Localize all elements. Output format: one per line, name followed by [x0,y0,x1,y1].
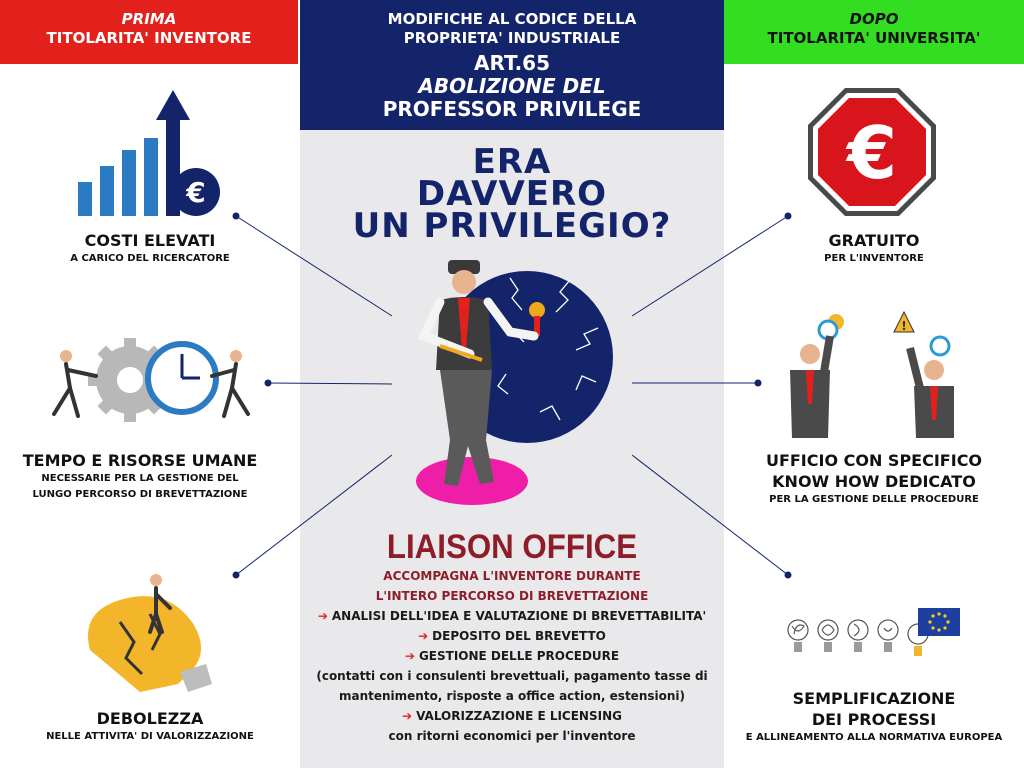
liaison-office [300,528,724,746]
connector-dot [755,380,761,386]
office-block [744,450,1004,508]
simplification-title-1: SEMPLIFICAZIONE [792,689,956,708]
connector-dot [233,572,239,578]
person-right [910,348,954,438]
eu-flag [918,608,960,636]
time-resources-subtitle-2: LUNGO PERCORSO DI BREVETTAZIONE [32,489,248,500]
costs-title: COSTI ELEVATI [84,231,216,250]
plunger-knob [529,302,545,318]
simplification-subtitle: E ALLINEAMENTO ALLA NORMATIVA EUROPEA [745,732,1003,743]
connector-dot [785,572,791,578]
arrow-right-icon: ➔ [402,709,413,723]
broken-bulb-icon [80,572,220,704]
headline-line3: UN PRIVILEGIO? [352,206,672,246]
arrow-right-icon: ➔ [418,629,429,643]
headline-line2: DAVVERO [416,174,608,214]
liaison-subtitle-2: L'INTERO PERCORSO DI BREVETTAZIONE [375,589,649,603]
liaison-item-licensing-detail: con ritorni economici per l'inventore [388,729,636,743]
arrow-right-icon: ➔ [404,649,415,663]
header-after-subtitle: TITOLARITA' UNIVERSITA' [767,29,981,47]
chart-euro-icon [74,86,224,218]
time-resources-title: TEMPO E RISORSE UMANE [22,451,258,470]
free-title: GRATUITO [828,231,920,250]
liaison-item-analysis: ➔ ANALISI DELL'IDEA E VALUTAZIONE DI BREVETTABILITA' [317,609,707,623]
header-before-subtitle: TITOLARITA' INVENTORE [46,29,252,47]
connector-dot [785,213,791,219]
liaison-item-procedures-detail-1: (contatti con i consulenti brevettuali, pagamento tasse di [316,669,708,683]
weakness-subtitle: NELLE ATTIVITA' DI VALORIZZAZIONE [46,731,254,742]
liaison-item-licensing: ➔ VALORIZZAZIONE E LICENSING [402,709,622,723]
free-block [744,230,1004,267]
headline-line1: ERA [472,142,552,182]
header-center-line1: MODIFICHE AL CODICE DELLA [387,10,637,28]
connector-dot [233,213,239,219]
person-left [790,336,830,438]
header-privilege: PROFESSOR PRIVILEGE [382,97,642,121]
header-article: ART.65 [473,51,550,75]
magenta-spotlight [416,457,528,505]
simplification-title-2: DEI PROCESSI [811,710,937,729]
office-title-2: KNOW HOW DEDICATO [772,472,976,491]
connector-line [268,383,392,384]
time-resources-subtitle-1: NECESSARIE PER LA GESTIONE DEL [41,473,239,484]
simplification-block [740,688,1008,746]
office-subtitle: PER LA GESTIONE DELLE PROCEDURE [769,494,979,505]
inventor-illustration [400,250,624,520]
gear-clock-icon [40,336,268,426]
header-before-label: PRIMA [121,10,177,28]
svg-text:!: ! [901,319,907,333]
euro-stop-sign-icon [806,86,938,218]
liaison-title: LIAISON OFFICE [386,528,638,566]
svg-text:€: € [186,176,206,209]
head [452,270,476,294]
weakness-title: DEBOLEZZA [96,709,204,728]
header-after-label: DOPO [849,10,899,28]
office-title-1: UFFICIO CON SPECIFICO [765,451,983,470]
weakness-block [20,708,280,745]
magnifier-people-icon [784,308,964,440]
time-resources-block [4,450,276,503]
header-abolition: ABOLIZIONE DEL [418,74,606,98]
costs-subtitle: A CARICO DEL RICERCATORE [70,253,230,264]
free-subtitle: PER L'INVENTORE [824,253,924,264]
arrow-right-icon: ➔ [317,609,328,623]
svg-text:€: € [846,111,898,195]
liaison-item-procedures-detail-2: mantenimento, risposte a office action, estensioni) [338,689,686,703]
headline [300,142,724,246]
bulbs-eu-flag-icon [782,604,964,674]
liaison-item-filing: ➔ DEPOSITO DEL BREVETTO [418,629,606,643]
liaison-item-procedures: ➔ GESTIONE DELLE PROCEDURE [404,649,620,663]
header-center-line2: PROPRIETA' INDUSTRIALE [403,29,621,47]
costs-block [20,230,280,267]
liaison-subtitle-1: ACCOMPAGNA L'INVENTORE DURANTE [383,569,641,583]
